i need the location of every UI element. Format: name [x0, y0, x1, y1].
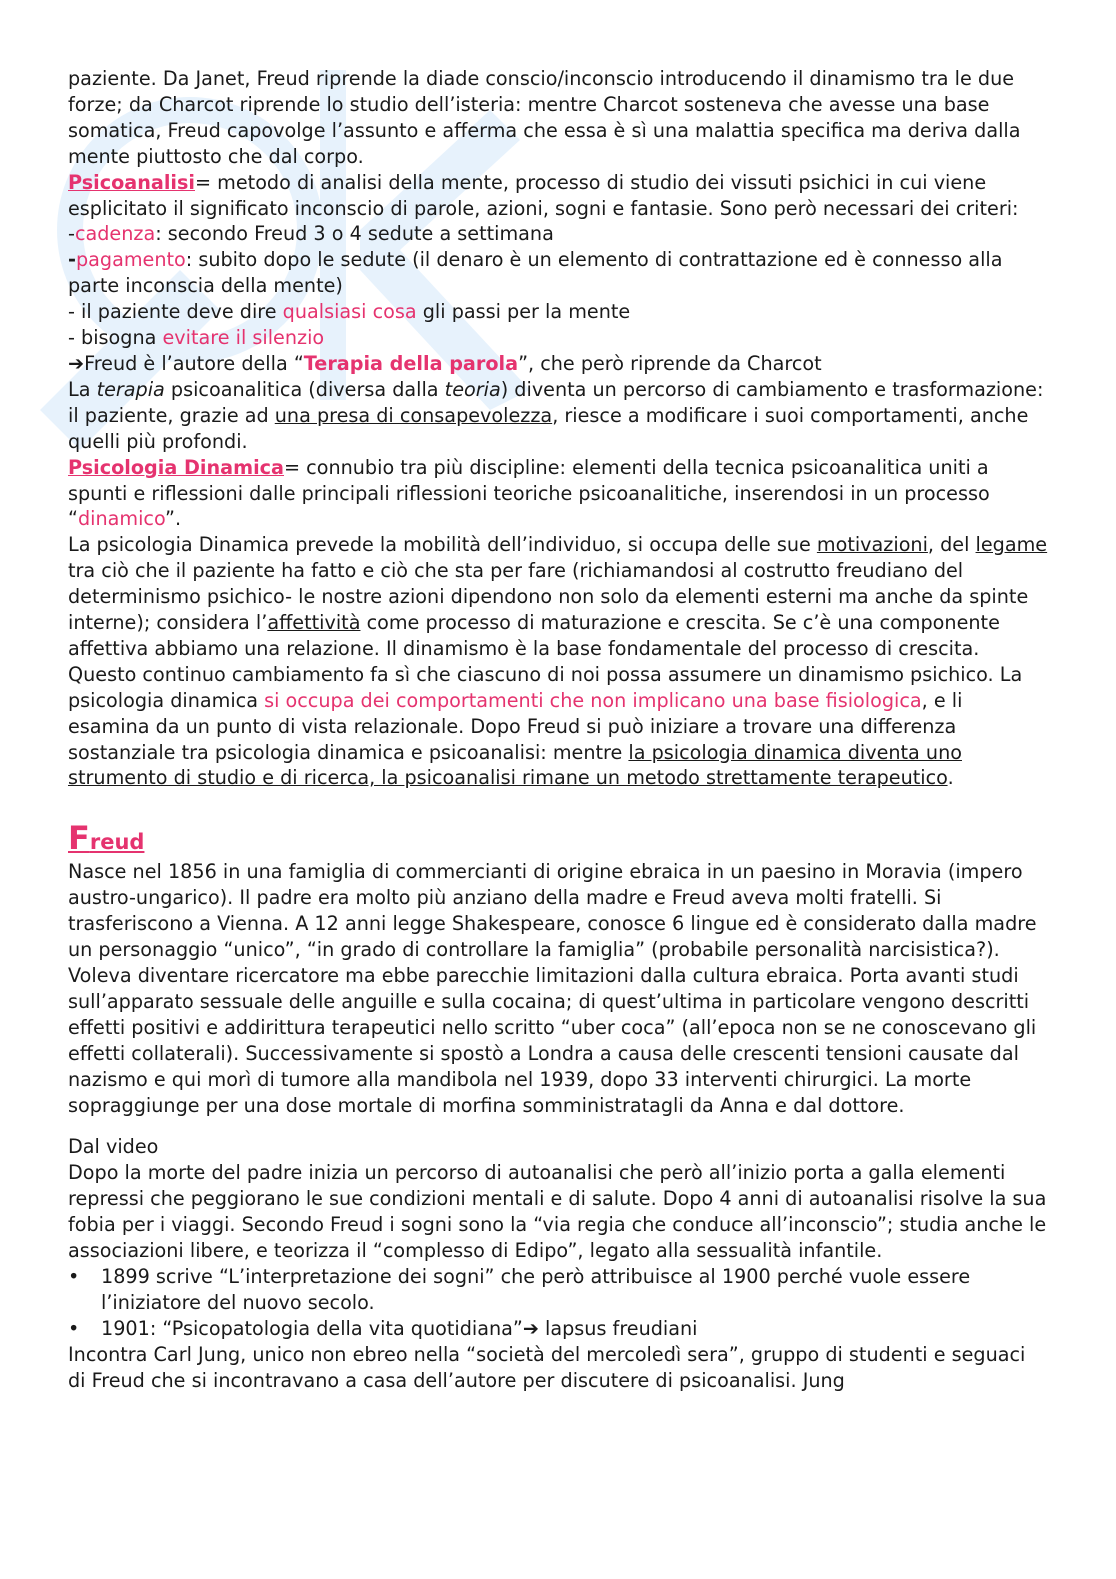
key-evitare-silenzio: evitare il silenzio — [162, 326, 325, 350]
text: ”. — [165, 507, 182, 531]
definition-text: = metodo di analisi della mente, processo di studio dei vissuti psichici in cui viene esplicitato il significato inconscio di parole, azioni, sogni e fantasie. Sono però necessari dei criteri: — [68, 170, 1019, 220]
key-terapia-parola: Terapia della parola — [303, 351, 519, 375]
underlined-affettivita: affettività — [267, 611, 361, 635]
underlined-conclusion: la psicologia dinamica diventa uno strumento di studio e di ricerca, la psicoanalisi rimane un metodo strettamente terapeutico — [68, 740, 962, 790]
video-paragraph: Dopo la morte del padre inizia un percorso di autoanalisi che però all’inizio porta a galla elementi repressi che peggiorano le sue condizioni mentali e di salute. Dopo 4 anni di autoanalisi risolve la sua fobia per i viaggi. Secondo Freud i sogni sono la “via regia che conduce all’inconscio”; studia anche le associazioni libere, e teorizza il “complesso di Edipo”, legato alla sessualità infantile. — [68, 1161, 1047, 1263]
heading-capital: F — [68, 819, 90, 858]
text: psicoanalitica (diversa dalla — [164, 377, 445, 401]
italic-terapia: terapia — [96, 377, 165, 401]
psicologia-dinamica-paragraph — [68, 532, 1048, 791]
criterion-qualsiasi — [68, 299, 1048, 325]
criterion-silenzio — [68, 325, 1048, 351]
arrow-line-suffix: ”, che però riprende da Charcot — [518, 351, 822, 375]
freud-bio: Nasce nel 1856 in una famiglia di commercianti di origine ebraica in un paesino in Moravia (impero austro-ungarico). Il padre era molto più anziano della madre e Freud aveva molti fratelli. Si trasferiscono a Vienna. A 12 anni legge Shakespeare, conosce 6 lingue ed è considerato dalla madre un personaggio “unico”, “in grado di controllare la famiglia” (probabile personalità narcisistica?). Voleva diventare ricercatore ma ebbe parecchie limitazioni dalla cultura ebraica. Porta avanti studi sull’apparato sessuale delle anguille e sulla cocaina; di quest’ultima in particolare vengono descritti effetti positivi e addirittura terapeutici nello scritto “uber coca” (all’epoca non se ne conoscevano gli effetti collaterali). Successivamente si spostò a Londra a causa delle crescenti tensioni causate dal nazismo e qui morì di tumore alla mandibola nel 1939, dopo 33 interventi chirurgici. La morte sopraggiunge per una dose mortale di morfina somministratagli da Anna e dal dottore. — [68, 860, 1037, 1117]
italic-teoria: teoria — [444, 377, 501, 401]
video-label: Dal video — [68, 1135, 159, 1159]
key-dinamico: dinamico — [77, 507, 166, 531]
freud-heading — [68, 821, 1048, 859]
key-pagamento: pagamento — [75, 248, 186, 272]
criterion-prefix: - il paziente deve dire — [68, 300, 283, 324]
text: , del — [927, 533, 976, 557]
works-list — [68, 1264, 1048, 1342]
heading-rest: reud — [89, 830, 145, 855]
text: La psicologia Dinamica prevede la mobilità dell’individuo, si occupa delle sue — [68, 533, 817, 557]
psicologia-dinamica-definition — [68, 455, 1048, 533]
jung-paragraph: Incontra Carl Jung, unico non ebreo nella “società del mercoledì sera”, gruppo di studenti e seguaci di Freud che si incontravano a casa dell’autore per discutere di psicoanalisi. Jung — [68, 1342, 1026, 1392]
terapia-paragraph — [68, 377, 1048, 455]
highlight-comportamenti: si occupa dei comportamenti che non implicano una base fisiologica — [264, 688, 922, 712]
criterion-text: : secondo Freud 3 o 4 sedute a settimana — [155, 222, 554, 246]
terapia-parola-line — [68, 351, 1048, 377]
dash: - — [68, 222, 75, 246]
list-item: • 1899 scrive “L’interpretazione dei sogni” che però attribuisce al 1900 perché vuole essere l’iniziatore del nuovo secolo. — [68, 1264, 1048, 1316]
text: = connubio tra più discipline: elementi della tecnica psicoanalitica uniti a spunti e riflessioni dalle principali riflessioni teoriche psicoanalitiche, inserendosi in un processo “ — [68, 455, 990, 531]
text: tra ciò che il paziente ha fatto e ciò che sta per fare (richiamandosi al costrutto freudiano del determinismo psichico- le nostre azioni dipendono non solo da elementi esterni ma anche da spinte interne); considera l’ — [68, 559, 1029, 635]
text: , e li esamina da un punto di vista relazionale. Dopo Freud si può iniziare a trovare una differenza sostanziale tra psicologia dinamica e psicoanalisi: mentre — [68, 688, 963, 764]
list-item: • 1901: “Psicopatologia della vita quotidiana”➔ lapsus freudiani — [68, 1316, 1048, 1342]
criterion-cadenza — [68, 221, 1048, 247]
criterion-pagamento — [68, 247, 1048, 299]
text: ) diventa un percorso di cambiamento e trasformazione: il paziente, grazie ad — [68, 377, 1044, 427]
term-psicologia-dinamica: Psicologia Dinamica — [68, 455, 284, 479]
criterion-text: gli passi per la mente — [416, 300, 631, 324]
text: , riesce a modificare i suoi comportamenti, anche quelli più profondi. — [68, 403, 1029, 453]
underlined-consapevolezza: una presa di consapevolezza — [274, 403, 553, 427]
dash: - — [68, 248, 76, 272]
underlined-motivazioni: motivazioni — [816, 533, 928, 557]
psicoanalisi-definition — [68, 170, 1048, 222]
document-page — [68, 66, 1048, 1394]
term-psicoanalisi: Psicoanalisi — [68, 170, 195, 194]
arrow-line-prefix: ➔Freud è l’autore della “ — [68, 351, 304, 375]
criterion-prefix: - bisogna — [68, 326, 163, 350]
criterion-text: : subito dopo le sedute (il denaro è un elemento di contrattazione ed è connesso alla parte inconscia della mente) — [68, 248, 1003, 298]
text: come processo di maturazione e crescita. Se c’è una componente affettiva abbiamo una relazione. Il dinamismo è la base fondamentale del processo di crescita. Questo continuo cambiamento fa sì che ciascuno di noi possa assumere un dinamismo psichico. La psicologia dinamica — [68, 611, 1023, 712]
intro-paragraph: paziente. Da Janet, Freud riprende la diade conscio/inconscio introducendo il dinamismo tra le due forze; da Charcot riprende lo studio dell’isteria: mentre Charcot sosteneva che avesse una base somatica, Freud capovolge l’assunto e afferma che essa è sì una malattia specifica ma deriva dalla mente piuttosto che dal corpo. — [68, 67, 1021, 168]
key-qualsiasi-cosa: qualsiasi cosa — [282, 300, 417, 324]
underlined-legame: legame — [975, 533, 1048, 557]
key-cadenza: cadenza — [74, 222, 156, 246]
text: La — [68, 377, 97, 401]
text: . — [947, 766, 954, 790]
